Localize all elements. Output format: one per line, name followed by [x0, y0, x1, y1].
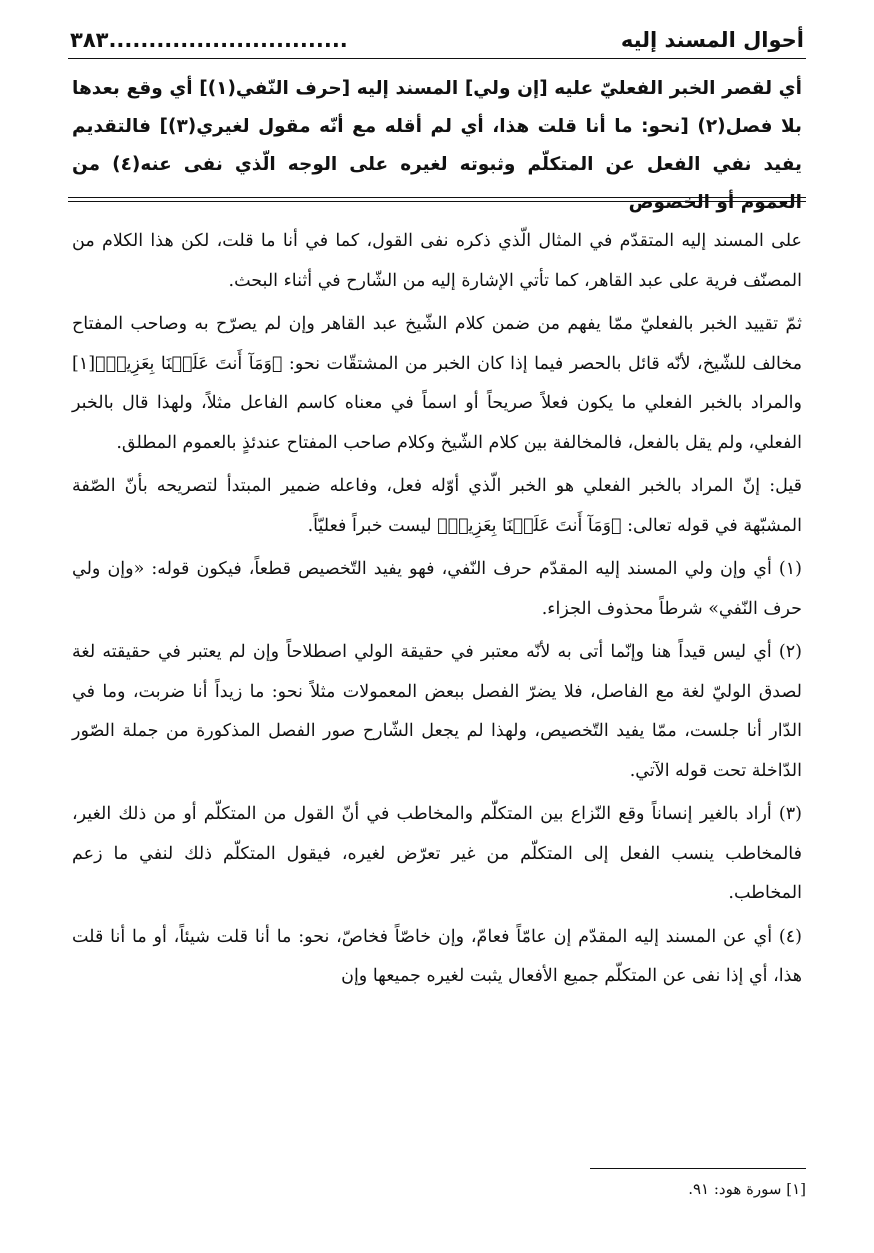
footnote: [١] سورة هود: ٩١. — [688, 1180, 806, 1198]
paragraph: قيل: إنّ المراد بالخبر الفعلي هو الخبر الّذي أوّله فعل، وفاعله ضمير المبتدأ لتصريحه بأنّ الصّفة المشبّهة في قوله تعالى: ﴿وَمَآ أَنتَ عَلَيۡنَا بِعَزِيزٖ﴾ ليست خبراً فعليّاً. — [72, 476, 802, 536]
paragraph: (١) أي وإن ولي المسند إليه المقدّم حرف النّفي، فهو يفيد التّخصيص قطعاً، فيكون قوله: «وإن ولي حرف النّفي» شرطاً محذوف الجزاء. — [72, 559, 802, 619]
header-rule — [68, 58, 806, 59]
commentary — [72, 222, 802, 1001]
separator-rule-upper — [68, 197, 806, 198]
paragraph: (٤) أي عن المسند إليه المقدّم إن عامّاً فعامّ، وإن خاصّاً فخاصّ، نحو: ما أنا قلت شيئاً، أو ما أنا قلت هذا، أي إذا نفى عن المتكلّم جميع الأفعال يثبت لغيره جميعها وإن — [72, 926, 802, 986]
paragraph: (٢) أي ليس قيداً هنا وإنّما أتى به لأنّه معتبر في حقيقة الولي اصطلاحاً وإن لم يعتبر في حقيقته لغة لصدق الوليّ لغة مع الفاصل، فلا يضرّ الفصل ببعض المعمولات مثلاً نحو: ما زيداً أنا ضربت، وما في الدّار أنا جلست، ممّا يفيد التّخصيص، ولهذا لم يجعل الشّارح صور الفصل المذكورة من جملة الصّور الدّاخلة تحت قوله الآتي. — [72, 642, 802, 781]
footnote-rule — [590, 1168, 806, 1169]
page-number: ..............................٣٨٣ — [70, 28, 348, 52]
main-text: أي لقصر الخبر الفعليّ عليه [إن ولي] المسند إليه [حرف النّفي(١)] أي وقع بعدها بلا فصل(٢) [نحو: ما أنا قلت هذا، أي لم أقله مع أنّه مقول لغيري(٣)] فالتقديم يفيد نفي الفعل عن المتكلّم وثبوته لغيره على الوجه الّذي نفى عنه(٤) من العموم أو الخصوص — [72, 78, 802, 213]
page-header — [70, 12, 804, 52]
paragraph: ثمّ تقييد الخبر بالفعليّ ممّا يفهم من ضمن كلام الشّيخ عبد القاهر وإن لم يصرّح به وصاحب المفتاح مخالف للشّيخ، لأنّه قائل بالحصر فيما إذا كان الخبر من المشتقّات نحو: ﴿وَمَآ أَنتَ عَلَيۡنَا بِعَزِيزٖ﴾[١] والمراد بالخبر الفعلي ما يكون فعلاً صريحاً أو اسماً في معناه كاسم الفاعل مثلاً، ولهذا قال بالخبر الفعلي، ولم يقل بالفعل، فالمخالفة بين كلام الشّيخ وكلام صاحب المفتاح عندئذٍ بالعموم المطلق. — [72, 314, 802, 453]
paragraph: على المسند إليه المتقدّم في المثال الّذي ذكره نفى القول، كما في أنا ما قلت، لكن هذا الكلام من المصنّف فرية على عبد القاهر، كما تأتي الإشارة إليه من الشّارح في أثناء البحث. — [72, 231, 802, 291]
paragraph: (٣) أراد بالغير إنساناً وقع النّزاع بين المتكلّم والمخاطب في أنّ القول من المتكلّم أو من ذلك الغير، فالمخاطب ينسب الفعل إلى المتكلّم من غير تعرّض لغيره، فيقول المتكلّم ذلك لنفي ما زعم المخاطب. — [72, 804, 802, 903]
running-title: أحوال المسند إليه — [620, 28, 804, 52]
separator-rule-lower — [68, 201, 806, 202]
